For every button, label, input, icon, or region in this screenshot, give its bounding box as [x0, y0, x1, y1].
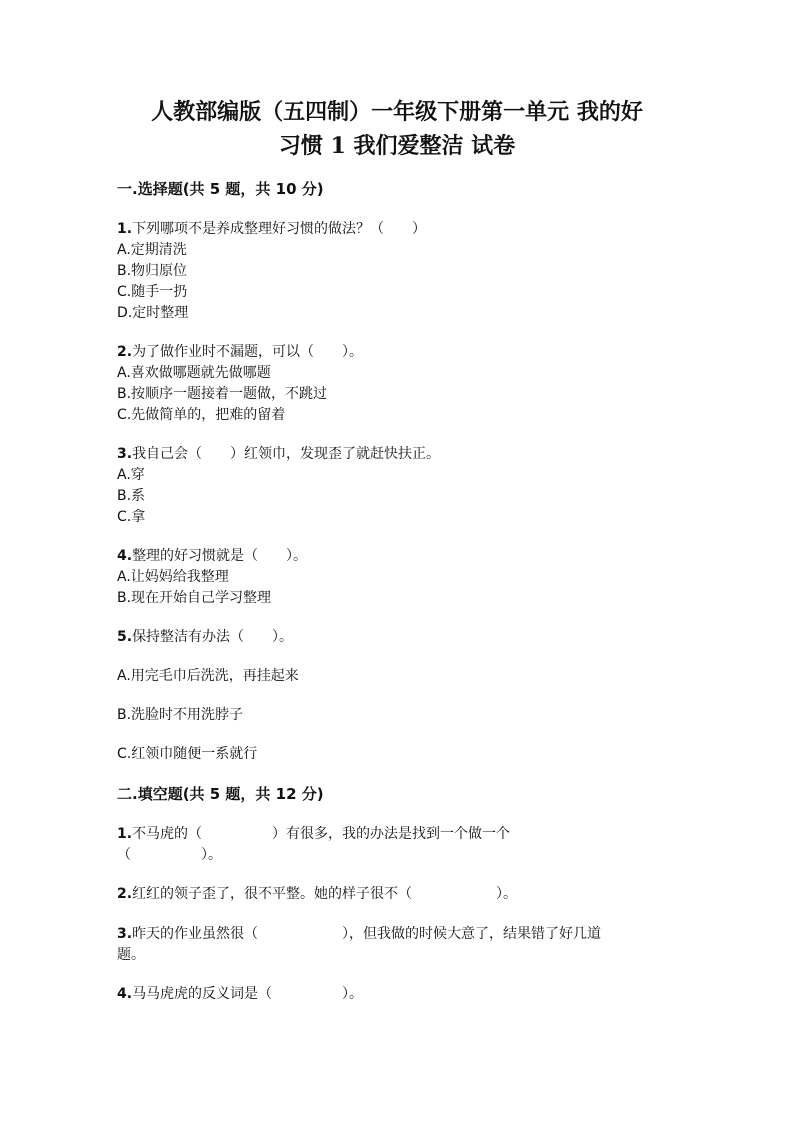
- option: C.红领巾随便一系就行: [117, 746, 258, 762]
- question-1: [117, 218, 426, 238]
- option: C.随手一扔: [117, 284, 188, 300]
- option: A.喜欢做哪题就先做哪题: [117, 365, 271, 381]
- option: A.定期清洗: [117, 242, 187, 258]
- section-heading-multiple-choice: 一.选择题(共 5 题，共 10 分): [117, 180, 324, 198]
- question-number: 5.: [117, 629, 133, 645]
- option: A.用完毛巾后洗洗，再挂起来: [117, 668, 299, 684]
- question-text: 下列哪项不是养成整理好习惯的做法？（ ）: [132, 221, 427, 237]
- option: B.现在开始自己学习整理: [117, 590, 272, 606]
- option: D.定时整理: [117, 305, 189, 321]
- question-text: 为了做作业时不漏题，可以（ ）。: [132, 344, 364, 360]
- question-number: 2.: [117, 886, 133, 902]
- question-text: 昨天的作业虽然很（ ），但我做的时候大意了，结果错了好几道: [132, 926, 602, 942]
- fill-question-3: [117, 923, 601, 943]
- question-text: 保持整洁有办法（ ）。: [132, 629, 294, 645]
- question-4: [117, 545, 307, 565]
- question-text: 马马虎虎的反义词是（ ）。: [132, 986, 364, 1002]
- exam-title-line1: 人教部编版（五四制）一年级下册第一单元 我的好: [151, 99, 643, 125]
- question-2: [117, 341, 363, 361]
- question-number: 4.: [117, 548, 133, 564]
- question-text: 整理的好习惯就是（ ）。: [132, 548, 308, 564]
- question-number: 1.: [117, 221, 133, 237]
- option: B.洗脸时不用洗脖子: [117, 707, 244, 723]
- option: A.穿: [117, 467, 145, 483]
- question-text: 不马虎的（ ）有很多，我的办法是找到一个做一个: [132, 826, 511, 842]
- exam-title-line2: 习惯 1 我们爱整洁 试卷: [278, 133, 516, 159]
- question-continuation: （ ）。: [117, 847, 222, 863]
- fill-question-4: [117, 983, 363, 1003]
- option: B.系: [117, 488, 146, 504]
- fill-question-2: [117, 883, 517, 903]
- question-text: 红红的领子歪了，很不平整。她的样子很不（ ）。: [132, 886, 518, 902]
- question-5: [117, 626, 293, 646]
- question-number: 1.: [117, 826, 133, 842]
- question-continuation: 题。: [117, 947, 145, 963]
- option: B.物归原位: [117, 263, 188, 279]
- question-number: 3.: [117, 926, 133, 942]
- fill-question-1: [117, 823, 510, 843]
- question-number: 4.: [117, 986, 133, 1002]
- option: B.按顺序一题接着一题做，不跳过: [117, 386, 328, 402]
- option: A.让妈妈给我整理: [117, 569, 229, 585]
- option: C.拿: [117, 509, 146, 525]
- section-heading-fill-in-blank: 二.填空题(共 5 题，共 12 分): [117, 785, 324, 803]
- question-3: [117, 443, 440, 463]
- question-number: 3.: [117, 446, 133, 462]
- question-text: 我自己会（ ）红领巾，发现歪了就赶快扶正。: [132, 446, 441, 462]
- question-number: 2.: [117, 344, 133, 360]
- option: C.先做简单的，把难的留着: [117, 407, 286, 423]
